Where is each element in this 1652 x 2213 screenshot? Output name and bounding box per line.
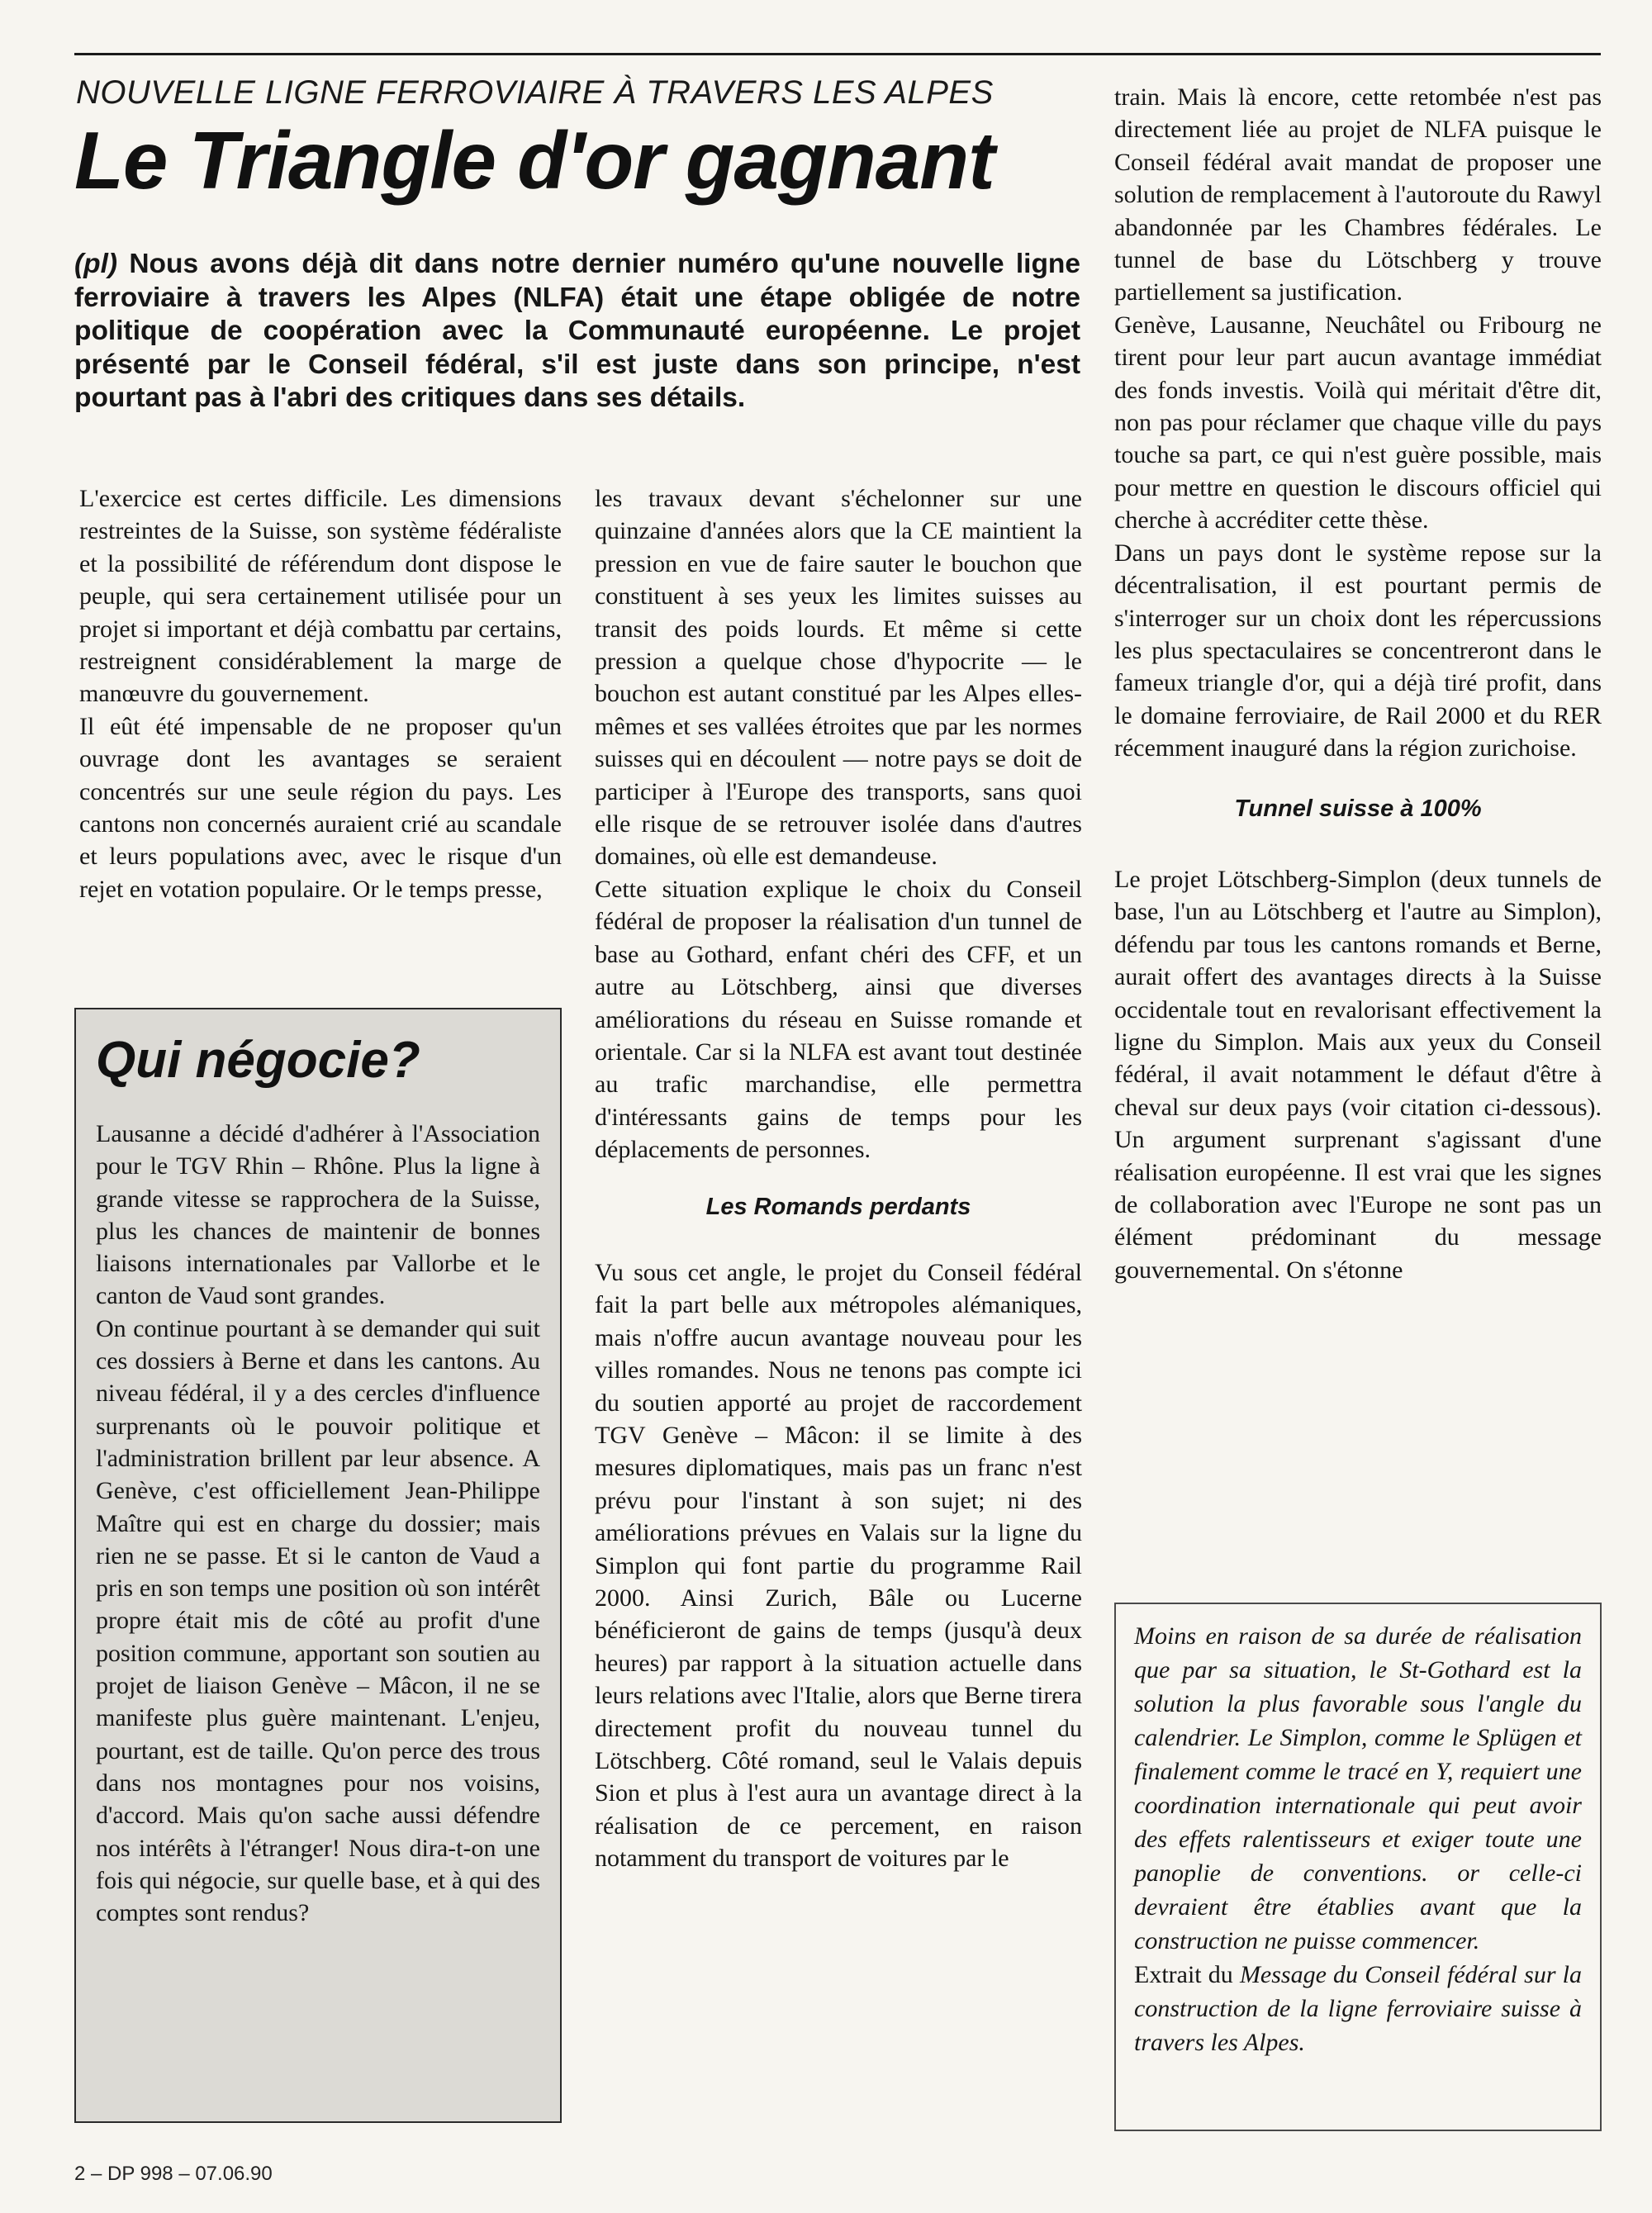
- section-subhead: Les Romands perdants: [705, 1193, 971, 1220]
- sidebar-paragraph: Lausanne a décidé d'adhérer à l'Association pour le TGV Rhin – Rhône. Plus la ligne à grande vitesse se rapprochera de la Suisse, plus les chances de maintenir de bonnes liaisons internationales par Vallorbe et le canton de Vaud sont grandes.: [96, 1120, 540, 1310]
- body-paragraph: Vu sous cet angle, le projet du Conseil fédéral fait la part belle aux métropoles alémaniques, mais n'offre aucun avantage nouveau pour les villes romandes. Nous ne tenons pas compte ici du soutien apporté au projet de raccordement TGV Genève – Mâcon: il se limite à des mesures diplomatiques, mais pas un franc n'est prévu pour l'instant à son sujet; ni des améliorations prévues en Valais sur la ligne du Simplon qui font partie du programme Rail 2000. Ainsi Zurich, Bâle ou Lucerne bénéficieront de gains de temps (jusqu'à deux heures) par rapport à la situation actuelle dans leurs relations avec l'Italie, alors que Berne tirera directement profit du nouveau tunnel du Lötschberg. Côté romand, seul le Valais depuis Sion et plus à l'est aura un avantage direct à la réalisation de ce percement, en raison notamment du transport de voitures par le: [595, 1258, 1082, 1873]
- lead-author: (pl): [74, 249, 118, 279]
- quote-source-title: Message du Conseil fédéral sur la construction de la ligne ferroviaire suisse à travers les Alpes.: [1134, 1961, 1582, 2056]
- sidebar-title: Qui négocie?: [96, 1032, 420, 1089]
- body-paragraph: Le projet Lötschberg-Simplon (deux tunnels de base, l'un au Lötschberg et l'autre au Simplon), défendu par tous les cantons romands et Berne, aurait offert des avantages directs à la Suisse occidentale tout en revalorisant effectivement la ligne du Simplon. Mais aux yeux du Conseil fédéral, il avait notamment le défaut d'être à cheval sur deux pays (voir citation ci-dessous). Un argument surprenant s'agissant d'une réalisation européenne. Il est vrai que les signes de collaboration avec l'Europe ne sont pas un élément prédominant du message gouvernemental. On s'étonne: [1114, 865, 1602, 1284]
- lead-text: Nous avons déjà dit dans notre dernier numéro qu'une nouvelle ligne ferroviaire à travers les Alpes (NLFA) était une étape obligée de notre politique de coopération avec la Communauté européenne. Le projet présenté par le Conseil fédéral, s'il est juste dans son principe, n'est pourtant pas à l'abri des critiques dans ses détails.: [74, 249, 1080, 413]
- article-kicker: NOUVELLE LIGNE FERROVIAIRE À TRAVERS LES ALPES: [76, 74, 994, 111]
- sidebar-box: [74, 1008, 562, 2123]
- page-footer: 2 – DP 998 – 07.06.90: [74, 2163, 273, 2185]
- quote-source: [1134, 1958, 1582, 2059]
- body-paragraph: L'exercice est certes difficile. Les dimensions restreintes de la Suisse, son système fédéraliste et la possibilité de référendum dont dispose le peuple, qui sera certainement utilisée pour un projet si important et déjà combattu par certains, restreignent considérablement la marge de manœuvre du gouvernement.: [79, 485, 562, 708]
- body-paragraph: Cette situation explique le choix du Conseil fédéral de proposer la réalisation d'un tunnel de base au Gothard, enfant chéri des CFF, et un autre au Lötschberg, ainsi que diverses améliorations du réseau en Suisse romande et orientale. Car si la NLFA est avant tout destinée au trafic marchandise, elle permettra d'intéressants gains de temps pour les déplacements de personnes.: [595, 875, 1082, 1164]
- quote-text: Moins en raison de sa durée de réalisation que par sa situation, le St-Gothard est la solution la plus favorable sous l'angle du calendrier. Le Simplon, comme le Splügen et finalement comme le tracé en Y, requiert une coordination internationale qui peut avoir des effets ralentisseurs et exiger toute une panoplie de conventions. or celle-ci devraient être établies avant que la construction ne puisse commencer.: [1134, 1622, 1582, 1954]
- quote-source-prefix: Extrait du: [1134, 1961, 1240, 1988]
- body-paragraph: les travaux devant s'échelonner sur une quinzaine d'années alors que la CE maintient la pression en vue de faire sauter le bouchon que constituent à ses yeux les limites suisses au transit des poids lourds. Et même si cette pression a quelque chose d'hypocrite — le bouchon est autant constitué par les Alpes elles-mêmes et ses vallées étroites que par les normes suisses qui en découlent — notre pays se doit de participer à l'Europe des transports, sans quoi elle risque de se retrouver isolée dans d'autres domaines, où elle est demandeuse.: [595, 485, 1082, 871]
- body-paragraph: Dans un pays dont le système repose sur la décentralisation, il est pourtant permis de s'interroger sur un choix dont les répercussions les plus spectaculaires se concentreront dans le fameux triangle d'or, qui a déjà tiré profit, dans le domaine ferroviaire, de Rail 2000 et du RER récemment inauguré dans la région zurichoise.: [1114, 539, 1602, 762]
- top-rule: [74, 53, 1601, 55]
- body-paragraph: Genève, Lausanne, Neuchâtel ou Fribourg ne tirent pour leur part aucun avantage immédiat des fonds investis. Voilà qui méritait d'être dit, non pas pour réclamer que chaque ville du pays touche sa part, ce qui n'est guère possible, mais pour mettre en question le discours officiel qui cherche à accréditer cette thèse.: [1114, 311, 1602, 534]
- column-3: [1114, 81, 1602, 1286]
- column-2: [595, 482, 1082, 1875]
- quote-box: [1114, 1603, 1602, 2131]
- section-subhead: Tunnel suisse à 100%: [1234, 795, 1482, 822]
- body-paragraph: Il eût été impensable de ne proposer qu'un ouvrage dont les avantages se seraient concentrés sur une seule région du pays. Les cantons non concernés auraient crié au scandale et leurs populations avec, avec le risque d'un rejet en votation populaire. Or le temps presse,: [79, 712, 562, 903]
- sidebar-body: [96, 1118, 540, 1929]
- article-title: Le Triangle d'or gagnant: [74, 115, 995, 206]
- body-paragraph: train. Mais là encore, cette retombée n'est pas directement liée au projet de NLFA puisque le Conseil fédéral avait mandat de proposer une solution de remplacement à l'autoroute du Rawyl abandonnée par les Chambres fédérales. Le tunnel de base du Lötschberg y trouve partiellement sa justification.: [1114, 83, 1602, 306]
- article-lead: [74, 248, 1080, 416]
- column-1: [79, 482, 562, 905]
- sidebar-paragraph: On continue pourtant à se demander qui suit ces dossiers à Berne et dans les cantons. Au niveau fédéral, il y a des cercles d'influence surprenants où le pouvoir politique et l'administration brillent par leur absence. A Genève, c'est officiellement Jean-Philippe Maître qui est en charge du dossier; mais rien ne se passe. Et si le canton de Vaud a pris en son temps une position où son intérêt propre était mis de côté au profit d'une position commune, apportant son soutien au projet de liaison Genève – Mâcon, il ne se manifeste plus guère maintenant. L'enjeu, pourtant, est de taille. Qu'on perce des trous dans nos montagnes pour nos voisins, d'accord. Mais qu'on sache aussi défendre nos intérêts à l'étranger! Nous dira-t-on une fois qui négocie, sur quelle base, et à qui des comptes sont rendus?: [96, 1314, 540, 1927]
